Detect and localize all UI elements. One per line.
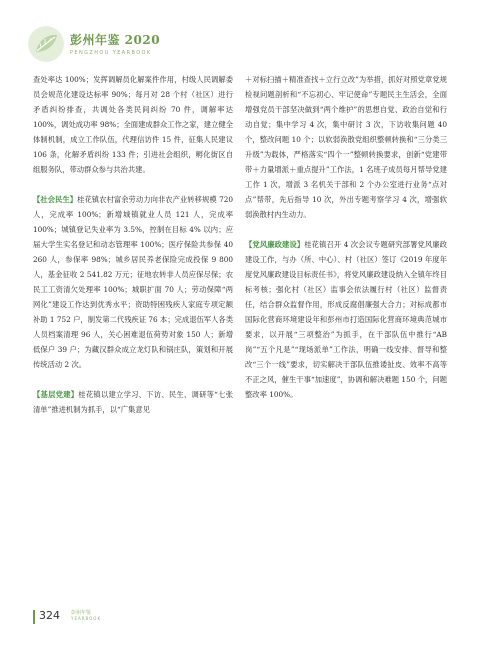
right-column — [245, 72, 447, 402]
party-building-text: 桂花镇以建立学习、下访、民生、调研等“七张清单”推进机制为抓手，以“广集意见 — [33, 390, 233, 414]
footer-book-name — [71, 610, 101, 622]
left-paragraph-1: 查处率达 100%；发挥调解员化解案件作用，村级人民调解委员会规范化建设达标率 90%；每月对 28 个村（社区）进行矛盾纠纷排查，共调处各类民间纠纷 70 件，调解率达 100%，调处成功率 98%；全面建成群众工作之家，建立健全体制机制，成立工作队伍，代理信访件 15 件，征集人民建议 106 条，化解矛盾纠纷 133 件；引进社会组织，孵化街区自组服务队，带动群众参与共治共建。 — [33, 75, 233, 174]
leaf-emblem-icon — [28, 26, 64, 62]
social-livelihood-text: 桂花镇农村富余劳动力向非农产业转移规模 720 人，完成率 100%；新增城镇就业人员 121 人，完成率 100%；城镇登记失业率为 3.5%，控制在目标 4% 以内；应届大学生实名登记和动态管理率 100%；医疗保险共参保 40 260 人，参保率 98%；城乡居民养老保险完成投保 9 800 人，基金征收 2 541.82 万元；征地农转非人员应保尽保；农民工工资清欠处理率 100%；城职扩面 70 人；劳动保障“两网化”建设工作达到优秀水平；资助特困残疾人家庭专项定额补助 1 752 户，制发第二代残疾证 76 本；完成退伍军人各类人员档案清理 96 人，关心困难退伍荷势对象 150 人；新增低保户 39 户；为藏汉群众成立龙灯队和锅庄队，策划和开展传统活动 2 次。 — [33, 195, 234, 369]
section-tag-clean-governance: 【党风廉政建设】 — [245, 240, 305, 249]
section-tag-social: 【社会民生】 — [33, 195, 78, 204]
right-paragraph-1: ＋对标扫描＋精准查找＋立行立改”为举措，抓好对照党章党规检视问题剖析和“不忘初心、牢记使命”专题民主生活会，全面增强党员干部坚决做到“两个维护”的思想自觉、政治自觉和行动自觉；集中学习 4 次，集中研讨 3 次，下访收集问题 40 个，整改问题 10 个；以软弱涣散党组织整顿转换和“三分类三升级”为载体，严格落实“四个一”整顿转换要求，创新“党建带带＋力量增派＋重点提升”工作法，1 名班子成员每月帮导党建工作 1 次，增派 3 名机关干部和 2 个办公室进行业务“点对点”帮带，先后指导 10 次，外出专题考察学习 4 次，增强软弱涣散村内生动力。 — [245, 75, 447, 219]
social-livelihood-section — [33, 192, 233, 372]
left-column — [33, 72, 233, 417]
footer-book-name-en: YEARBOOK — [71, 616, 102, 621]
clean-governance-section — [245, 237, 447, 402]
yearbook-subtitle: PENGZHOU YEARBOOK — [70, 50, 152, 56]
section-tag-party-building: 【基层党建】 — [33, 390, 79, 399]
page-number: 324 — [39, 609, 60, 622]
party-building-section — [33, 387, 233, 417]
footer-book-name-cn: 彭州年鉴 — [71, 610, 92, 616]
footer-divider — [33, 610, 35, 624]
yearbook-title: 彭州年鉴 2020 — [70, 33, 161, 47]
page-header — [28, 22, 228, 72]
clean-governance-text: 桂花镇召开 4 次会议专题研究部署党风廉政建设工作，与办（所、中心）、村（社区）签订《2019 年度年度党风廉政建设目标责任书》，将党风廉政建设纳入全镇年终目标考核；强化村（社区）监事会依法履行村（社区）监督责任，结合群众监督作用，形成反腐倡廉强大合力；对标成都市国际化营商环境建设年和彭州市打造国际化营商环境典范城市要求，以开展“三项整治”为抓手，在干部队伍中推行“AB 岗”“五个凡是”“现场派单”工作法，明确一线安排、督导和整改“三个一线”要求，切实解决干部队伍推诿扯皮、效率不高等不正之风，催生干事“加速度”，协调和解决难题 150 个，问题整改率 100%。 — [245, 240, 448, 399]
